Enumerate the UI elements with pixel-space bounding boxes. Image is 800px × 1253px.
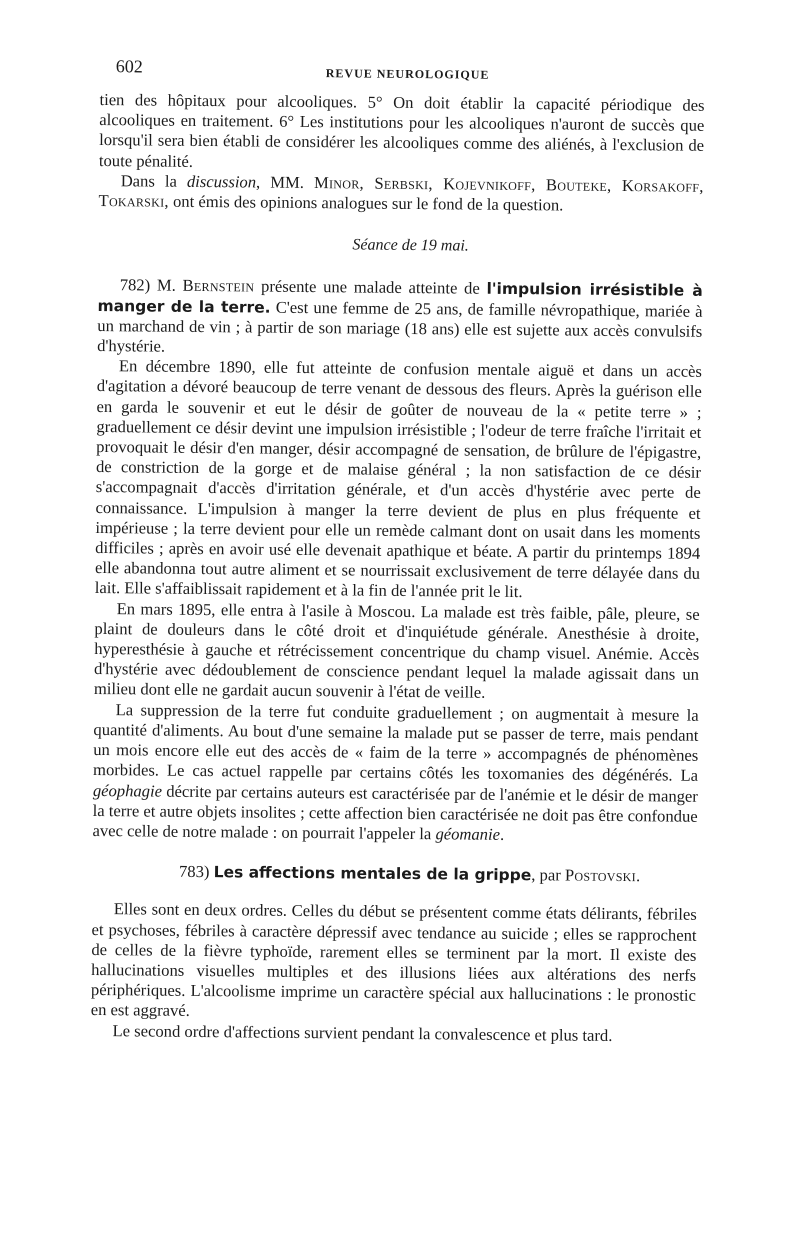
discussion-word: discussion <box>186 171 257 192</box>
article-782-paragraph-2: En décembre 1890, elle fut atteinte de confusion mentale aiguë et dans un accès d'agitation a dévoré beaucoup de terre venant de dessous des fleurs. Après la guérison elle en garda le souvenir et eut le désir de goûter de nouveau de la « petite terre » ; graduellement ce désir devint une impulsion irrésistible ; l'odeur de terre fraîche l'irritait et provoquait le désir d'en manger, désir accompagné de sensation, de brûlure de l'épigastre, de constriction de la gorge et de malaise général ; la non satisfaction de ce désir s'accompagnait d'accès d'irritation générale, et d'un accès d'hystérie avec perte de connaissance. L'impulsion à manger la terre devient de plus en plus fréquente et impérieuse ; la terre devient pour elle un remède calmant dont on usait dans les moments difficiles ; après en avoir usé elle devenait apathique et béate. A partir du printemps 1894 elle abandonna tout autre aliment et se nourrissait exclusivement de terre délayée dans du lait. Elle s'affaiblissait rapidement et à la fin de l'année prit le lit. <box>94 356 703 602</box>
running-title: REVUE NEUROLOGIQUE <box>325 66 490 82</box>
article-782-paragraph-4 <box>92 700 698 847</box>
article-782-author: Bernstein <box>182 276 255 296</box>
article-783-paragraph-1: Elles sont en deux ordres. Celles du début se présentent comme états délirants, fébriles et psychoses, fébriles à caractère dépressif avec tendance au suicide ; elles se rapprochent de celles de la fièvre typhoïde, rarement elles se terminent par la mort. Il existe des hallucinations visuelles multiples et des illusions liées aux altérations des nerfs périphériques. L'alcoolisme imprime un caractère spécial aux hallucinations : le pronostic en est aggravé. <box>90 899 697 1021</box>
article-782-p1-rest: C'est une femme de 25 ans, de famille névropathique, mariée à un marchand de vin ; à partir de son mariage (18 ans) elle est sujette aux accès convulsifs d'hystérie. <box>97 297 703 356</box>
page-number: 602 <box>115 56 143 77</box>
article-782-p4-start: La suppression de la terre fut conduite graduellement ; on augmentait à mesure la quantité d'aliments. Au bout d'une semaine la malade put se passer de terre, mais pendant un mois encore elle eut des accès de « faim de la terre » accompagnés de phénomènes morbides. Le cas actuel rappelle par certains côtés les toxomanies des dégénérés. La <box>92 699 699 786</box>
article-782-p4-end: . <box>499 824 505 844</box>
paragraph-intro-2 <box>98 171 703 217</box>
body-text <box>90 90 704 1046</box>
article-782-paragraph-1 <box>97 275 703 362</box>
geomanie-term: géomanie <box>435 824 501 844</box>
seance-heading: Séance de 19 mai. <box>352 236 469 255</box>
article-782-title: l'impulsion irrésistible à manger de la terre. <box>97 280 703 317</box>
geophagie-term: géophagie <box>92 780 163 801</box>
page <box>89 50 705 1166</box>
article-783-heading <box>92 861 697 887</box>
intro-mm: , MM. <box>255 172 315 192</box>
article-783-title: Les affections mentales de la grippe <box>213 863 532 885</box>
article-783-by: , par <box>531 865 566 885</box>
paragraph-intro-1: tien des hôpitaux pour alcooliques. 5° On doit établir la capacité périodique des alcooliques en traitement. 6° Les institutions pour les alcooliques n'auront de succès que lorsqu'il sera bien établi de considérer les alcooliques comme des aliénés, à l'exclusion de toute pénalité. <box>98 89 705 171</box>
discussant-names: Minor, Serbski, Kojevnikoff, Bouteke, Korsakoff, Tokarski, <box>98 172 704 211</box>
article-783-author: Postovski <box>564 865 637 886</box>
article-783-number: 783) <box>178 861 214 882</box>
article-782-pre-title: présente une malade atteinte de <box>254 276 487 299</box>
article-783-paragraph-2: Le second ordre d'affections survient pendant la convalescence et plus tard. <box>112 1020 613 1045</box>
page-header <box>100 50 705 96</box>
article-782-p4-mid: décrite par certains auteurs est caractérisée par de l'anémie et le désir de manger la terre et autre objets insolites ; cette affection bien caractérisée ne doit pas être confondue avec celle de notre malade : on pourrait l'appeler la <box>92 781 698 844</box>
article-782-number: 782) M. <box>119 275 183 296</box>
intro-text-end: ont émis des opinions analogues sur le fond de la question. <box>168 191 564 215</box>
article-782-paragraph-3: En mars 1895, elle entra à l'asile à Moscou. La malade est très faible, pâle, pleure, se plaint de douleurs dans le côté droit et d'inquiétude générale. Anesthésie à droite, hyperesthésie à gauche et rétrécissement concentrique du champ visuel. Anémie. Accès d'hystérie avec dédoublement de conscience pendant lequel la malade agissait dans un milieu dont elle ne gardait aucun souvenir à l'état de veille. <box>93 598 700 703</box>
article-783-after-author: . <box>635 866 641 886</box>
intro-text-start: Dans la <box>120 171 188 191</box>
